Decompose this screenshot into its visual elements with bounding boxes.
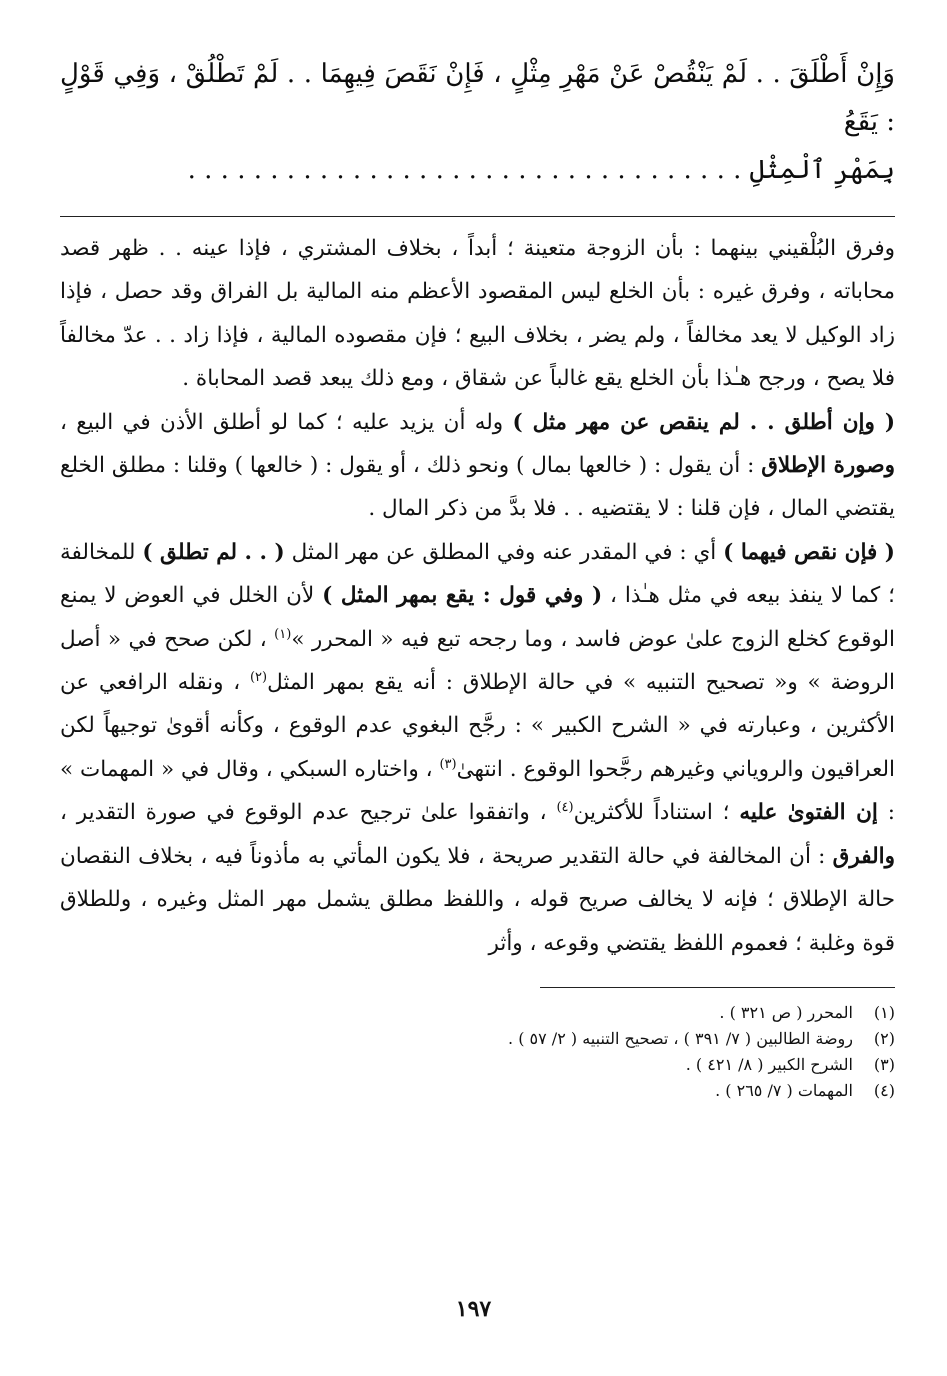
quoted-matn: ( وفي قول : يقع بمهر المثل ) — [322, 583, 603, 609]
footnote-number: (١) — [873, 1002, 895, 1022]
book-page — [60, 50, 895, 1340]
footnote — [60, 1078, 895, 1104]
footnote-separator-rule — [540, 987, 895, 988]
footnote-reference: (١) — [274, 626, 292, 642]
footnote-text: روضة الطالبين ( ٧/ ٣٩١ ) ، تصحيح التنبيه ( ٢/ ٥٧ ) . — [508, 1028, 853, 1048]
footnote-text: المهمات ( ٧/ ٢٦٥ ) . — [715, 1080, 853, 1100]
bold-term: والفرق — [832, 843, 895, 869]
footnote-reference: (٤) — [556, 800, 574, 816]
footnote — [60, 1000, 895, 1026]
commentary-text-run: ، ونقله الرافعي عن الأكثرين ، وعبارته في « الشرح الكبير » : رجَّح البغوي عدم الوقوع ، وكأنه أقوىٰ توجيهاً لكن العراقيون والروياني وغيرهم رجَّحوا الوقوع . انتهىٰ — [60, 670, 895, 782]
footnote-text: المحرر ( ص ٣٢١ ) . — [719, 1002, 853, 1022]
commentary-text — [60, 227, 895, 965]
footnote-number: (٤) — [873, 1080, 895, 1100]
commentary-paragraph: وفرق البُلْقيني بينهما : بأن الزوجة متعينة ؛ أبداً ، بخلاف المشتري ، فإذا عينه . . ظهر قصد محاباته ، وفرق غيره : بأن الخلع ليس المقصود الأعظم منه المالية بل الفراق وقد حصل ، فإذا زاد الوكيل لا يعد مخالفاً ، ولم يضر ، بخلاف البيع ؛ فإن مقصوده المالية ، فإذا زاد . . عدّ مخالفاً فلا يصح ، ورجح هـٰذا بأن الخلع يقع غالباً عن شقاق ، ومع ذلك يبعد قصد المحاباة . — [60, 236, 895, 392]
commentary-paragraph — [60, 531, 895, 965]
footnote-reference: (٢) — [249, 669, 268, 685]
commentary-paragraph — [60, 401, 895, 531]
matn-separator-rule — [60, 216, 895, 217]
footnote-text: الشرح الكبير ( ٨/ ٤٢١ ) . — [685, 1054, 853, 1074]
bold-term: إن الفتوىٰ عليه — [739, 800, 878, 826]
footnote-number: (٢) — [873, 1028, 895, 1048]
matn-line: بِمَهْرِ ٱلْمِثْلِ . . . . . . . . . . . . . . . . . . . . . . . . . . . . . . . . . . — [187, 155, 895, 185]
commentary-text-run: ، واتفقوا علىٰ ترجيح عدم الوقوع في صورة التقدير ، — [60, 800, 557, 826]
footnotes — [60, 1000, 895, 1104]
matn-text — [60, 50, 895, 194]
commentary-text-run: أي : في المقدر عنه وفي المطلق عن مهر المثل — [284, 539, 724, 565]
commentary-text-run: للمخالفة ؛ كما لا ينفذ بيعه في مثل هـٰذا ، — [60, 539, 895, 609]
footnote-reference: (٣) — [439, 756, 457, 772]
footnote — [60, 1026, 895, 1052]
commentary-text-run: : أن يقول : ( خالعها بمال ) ونحو ذلك ، أو يقول : ( خالعها ) وقلنا : مطلق الخلع يقتضي المال ، فإن قلنا : لا يقتضيه . . فلا بدَّ من ذكر المال . — [60, 453, 895, 522]
commentary-text-run: ، واختاره السبكي ، وقال في « المهمات » : — [60, 756, 896, 826]
footnote-number: (٣) — [873, 1054, 895, 1074]
commentary-text-run: لأن الخلل في العوض لا يمنع الوقوع كخلع الزوج علىٰ عوض فاسد ، وما رجحه تبع فيه « المحرر » — [60, 583, 895, 652]
commentary-text-run: ؛ استناداً للأكثرين — [573, 800, 740, 826]
bold-term: وصورة الإطلاق — [761, 453, 895, 479]
page-number: ١٩٧ — [455, 1296, 492, 1322]
quoted-matn: ( . . لم تطلق ) — [142, 539, 285, 565]
quoted-matn: ( وإن أطلق . . لم ينقص عن مهر مثل ) — [512, 409, 895, 435]
commentary-text-run: وله أن يزيد عليه ؛ كما لو أطلق الأذن في البيع ، — [60, 409, 513, 435]
quoted-matn: ( فإن نقص فيهما ) — [723, 539, 895, 565]
footnote — [60, 1052, 895, 1078]
matn-line: وَإِنْ أَطْلَقَ . . لَمْ يَنْقُصْ عَنْ مَهْرِ مِثْلٍ ، فَإِنْ نَقَصَ فِيهِمَا . . لَمْ تَطْلُقْ ، وَفِي قَوْلٍ : يَقَعُ — [60, 59, 895, 137]
commentary-text-run: : أن المخالفة في حالة التقدير صريحة ، فلا يكون المأتي به مأذوناً فيه ، بخلاف النقصان حالة الإطلاق ؛ فإنه لا يخالف صريح قوله ، واللفظ مطلق يشمل مهر المثل وغيره ، وللطلاق قوة وغلبة ؛ فعموم اللفظ يقتضي وقوعه ، وأثر — [60, 843, 895, 956]
commentary-text-run: ، لكن صحح في « أصل الروضة » و« تصحيح التنبيه » في حالة الإطلاق : أنه يقع بمهر المثل — [60, 626, 895, 696]
